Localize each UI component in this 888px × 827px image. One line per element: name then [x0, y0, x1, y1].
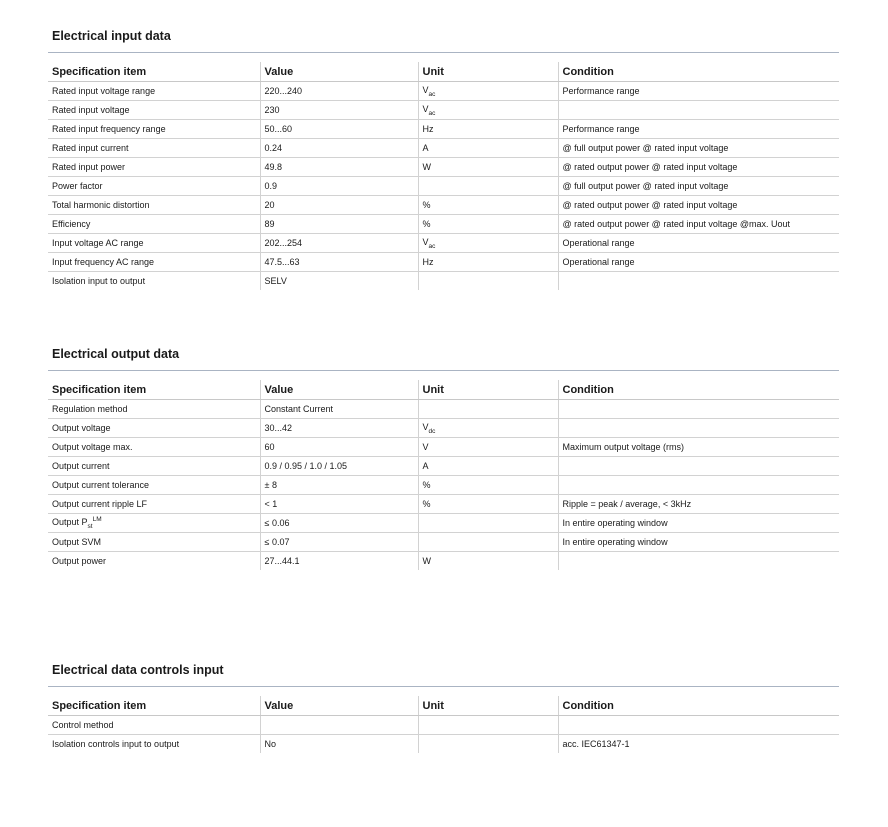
electrical-controls-section [48, 661, 839, 753]
cell-condition [558, 476, 839, 495]
cell-unit: V [418, 438, 558, 457]
cell-unit: % [418, 476, 558, 495]
electrical-controls-table [48, 696, 839, 753]
cell-unit: Hz [418, 253, 558, 272]
cell-condition [558, 716, 839, 735]
cell-condition: Maximum output voltage (rms) [558, 438, 839, 457]
cell-unit: W [418, 158, 558, 177]
cell-value: 50...60 [260, 120, 418, 139]
table-header-row [48, 62, 839, 82]
section-divider [48, 370, 839, 371]
cell-condition: Performance range [558, 120, 839, 139]
header-specification-item: Specification item [48, 380, 260, 400]
cell-value: 30...42 [260, 419, 418, 438]
cell-condition [558, 552, 839, 571]
table-row [48, 215, 839, 234]
cell-item: Output current ripple LF [48, 495, 260, 514]
cell-unit: $V_{ac}$ [418, 82, 558, 101]
section-divider [48, 686, 839, 687]
cell-item: Rated input current [48, 139, 260, 158]
cell-item: Rated input voltage range [48, 82, 260, 101]
cell-condition [558, 419, 839, 438]
cell-condition: @ rated output power @ rated input voltage @max. Uout [558, 215, 839, 234]
cell-unit: $V_{ac}$ [418, 234, 558, 253]
cell-item: Output current [48, 457, 260, 476]
electrical-input-section [48, 27, 839, 290]
electrical-input-table [48, 62, 839, 290]
header-value: Value [260, 696, 418, 716]
table-row [48, 476, 839, 495]
electrical-output-section [48, 345, 839, 570]
table-row [48, 196, 839, 215]
cell-condition: acc. IEC61347-1 [558, 735, 839, 754]
header-unit: Unit [418, 62, 558, 82]
cell-item: Input voltage AC range [48, 234, 260, 253]
table-row [48, 419, 839, 438]
cell-value: < 1 [260, 495, 418, 514]
cell-unit: A [418, 457, 558, 476]
cell-condition [558, 272, 839, 291]
cell-unit: % [418, 196, 558, 215]
table-row [48, 457, 839, 476]
cell-unit: $V_{dc}$ [418, 419, 558, 438]
cell-unit: W [418, 552, 558, 571]
table-row [48, 716, 839, 735]
table-row [48, 495, 839, 514]
cell-item: Input frequency AC range [48, 253, 260, 272]
cell-value: 27...44.1 [260, 552, 418, 571]
cell-value: ≤ 0.06 [260, 514, 418, 533]
header-condition: Condition [558, 62, 839, 82]
table-row [48, 253, 839, 272]
cell-value: 89 [260, 215, 418, 234]
header-value: Value [260, 380, 418, 400]
cell-value: ≤ 0.07 [260, 533, 418, 552]
cell-value: 0.24 [260, 139, 418, 158]
table-header-row [48, 380, 839, 400]
cell-unit [418, 533, 558, 552]
cell-condition: @ rated output power @ rated input voltage [558, 196, 839, 215]
cell-unit [418, 400, 558, 419]
table-row [48, 438, 839, 457]
cell-value: 202...254 [260, 234, 418, 253]
table-row [48, 400, 839, 419]
cell-value: 0.9 / 0.95 / 1.0 / 1.05 [260, 457, 418, 476]
table-header-row [48, 696, 839, 716]
header-specification-item: Specification item [48, 62, 260, 82]
cell-value: ± 8 [260, 476, 418, 495]
cell-condition [558, 400, 839, 419]
cell-unit [418, 272, 558, 291]
table-row [48, 120, 839, 139]
electrical-output-table [48, 380, 839, 570]
cell-condition: @ full output power @ rated input voltage [558, 139, 839, 158]
cell-item: Output $P_{st}^{LM}$ [48, 514, 260, 533]
table-row [48, 735, 839, 754]
cell-item: Output voltage [48, 419, 260, 438]
section-title: Electrical data controls input [52, 663, 224, 677]
cell-item: Rated input frequency range [48, 120, 260, 139]
cell-value: 230 [260, 101, 418, 120]
header-value: Value [260, 62, 418, 82]
cell-unit [418, 716, 558, 735]
cell-item: Output SVM [48, 533, 260, 552]
cell-unit [418, 177, 558, 196]
table-row [48, 272, 839, 291]
table-row [48, 177, 839, 196]
cell-item: Output current tolerance [48, 476, 260, 495]
cell-value: 49.8 [260, 158, 418, 177]
cell-unit: $V_{ac}$ [418, 101, 558, 120]
cell-condition: @ rated output power @ rated input voltage [558, 158, 839, 177]
table-row [48, 139, 839, 158]
cell-item: Efficiency [48, 215, 260, 234]
cell-value: 47.5...63 [260, 253, 418, 272]
cell-unit: % [418, 495, 558, 514]
cell-value: 220...240 [260, 82, 418, 101]
cell-unit [418, 514, 558, 533]
table-row [48, 552, 839, 571]
cell-item: Regulation method [48, 400, 260, 419]
table-row [48, 158, 839, 177]
cell-value [260, 716, 418, 735]
table-row [48, 514, 839, 533]
cell-unit: % [418, 215, 558, 234]
cell-condition: Ripple = peak / average, < 3kHz [558, 495, 839, 514]
section-title: Electrical input data [52, 29, 171, 43]
cell-value: Constant Current [260, 400, 418, 419]
cell-unit [418, 735, 558, 754]
table-row [48, 234, 839, 253]
header-specification-item: Specification item [48, 696, 260, 716]
header-condition: Condition [558, 380, 839, 400]
section-divider [48, 52, 839, 53]
cell-condition: Operational range [558, 234, 839, 253]
header-unit: Unit [418, 696, 558, 716]
cell-item: Rated input voltage [48, 101, 260, 120]
cell-condition: In entire operating window [558, 514, 839, 533]
cell-value: SELV [260, 272, 418, 291]
table-row [48, 101, 839, 120]
cell-value: 20 [260, 196, 418, 215]
cell-value: No [260, 735, 418, 754]
cell-item: Rated input power [48, 158, 260, 177]
section-title: Electrical output data [52, 347, 180, 361]
cell-condition: Performance range [558, 82, 839, 101]
cell-item: Isolation controls input to output [52, 739, 180, 749]
cell-unit: A [418, 139, 558, 158]
cell-item: Total harmonic distortion [48, 196, 260, 215]
cell-item: Isolation input to output [52, 276, 146, 286]
cell-item: Control method [48, 716, 260, 735]
cell-condition: Operational range [558, 253, 839, 272]
cell-value: 60 [260, 438, 418, 457]
header-unit: Unit [418, 380, 558, 400]
cell-condition: @ full output power @ rated input voltage [558, 177, 839, 196]
cell-item: Output power [52, 556, 107, 566]
cell-item: Power factor [48, 177, 260, 196]
cell-condition: In entire operating window [558, 533, 839, 552]
cell-value: 0.9 [260, 177, 418, 196]
cell-condition [558, 457, 839, 476]
table-row [48, 533, 839, 552]
cell-condition [558, 101, 839, 120]
cell-item: Output voltage max. [48, 438, 260, 457]
table-row [48, 82, 839, 101]
cell-unit: Hz [418, 120, 558, 139]
header-condition: Condition [558, 696, 839, 716]
